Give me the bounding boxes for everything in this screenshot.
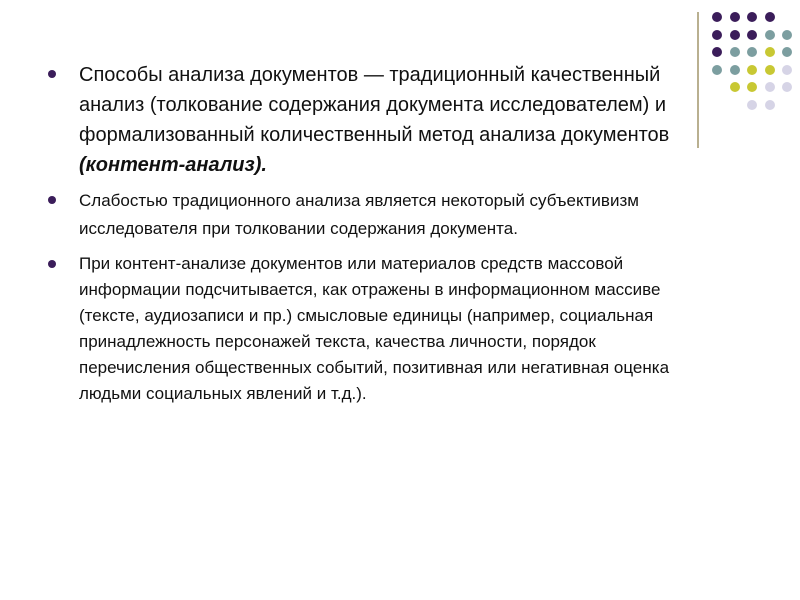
decorative-dot	[765, 100, 775, 110]
decorative-dot	[712, 12, 722, 22]
decorative-dot	[765, 82, 775, 92]
bullet-marker	[48, 196, 56, 204]
bullet-item-methods	[48, 60, 688, 180]
bullet-item-content-analysis	[48, 251, 688, 407]
decorative-dot	[747, 12, 757, 22]
decorative-dot	[747, 30, 757, 40]
decorative-dot	[730, 82, 740, 92]
bullet-text: Слабостью традиционного анализа является некоторый субъективизм исследователя при толковании содержания документа.	[79, 191, 639, 238]
decorative-dot	[730, 30, 740, 40]
decorative-dot	[782, 65, 792, 75]
decorative-dot	[765, 65, 775, 75]
bullet-emphasis: (контент-анализ).	[79, 154, 267, 176]
bullet-text: При контент-анализе документов или материалов средств массовой информации подсчитывается, как отражены в информационном массиве (тексте, аудиозаписи и пр.) смысловые единицы (например, социальная принадлежность персонажей текста, качества личности, порядок перечисления общественных событий, позитивная или негативная оценка людьми социальных явлений и т.д.).	[79, 254, 670, 403]
decorative-dot	[782, 82, 792, 92]
decorative-dot	[747, 82, 757, 92]
decorative-dot	[765, 30, 775, 40]
slide-content	[48, 60, 688, 407]
decorative-dot	[765, 12, 775, 22]
decorative-dot	[712, 65, 722, 75]
decorative-dot	[747, 65, 757, 75]
decorative-dot	[782, 47, 792, 57]
decorative-dot	[730, 65, 740, 75]
decorative-dot	[712, 47, 722, 57]
bullet-item-weakness	[48, 187, 688, 243]
decorative-dot	[765, 47, 775, 57]
decorative-dot	[712, 30, 722, 40]
bullet-text: Способы анализа документов — традиционный качественный анализ (толкование содержания документа исследователем) и формализованный количественный метод анализа документов	[79, 64, 670, 146]
bullet-marker	[48, 70, 56, 78]
bullet-marker	[48, 260, 56, 268]
decorative-dot	[730, 12, 740, 22]
decorative-dot	[747, 47, 757, 57]
decorative-dot	[747, 100, 757, 110]
decorative-dot	[730, 47, 740, 57]
decorative-dot	[782, 30, 792, 40]
